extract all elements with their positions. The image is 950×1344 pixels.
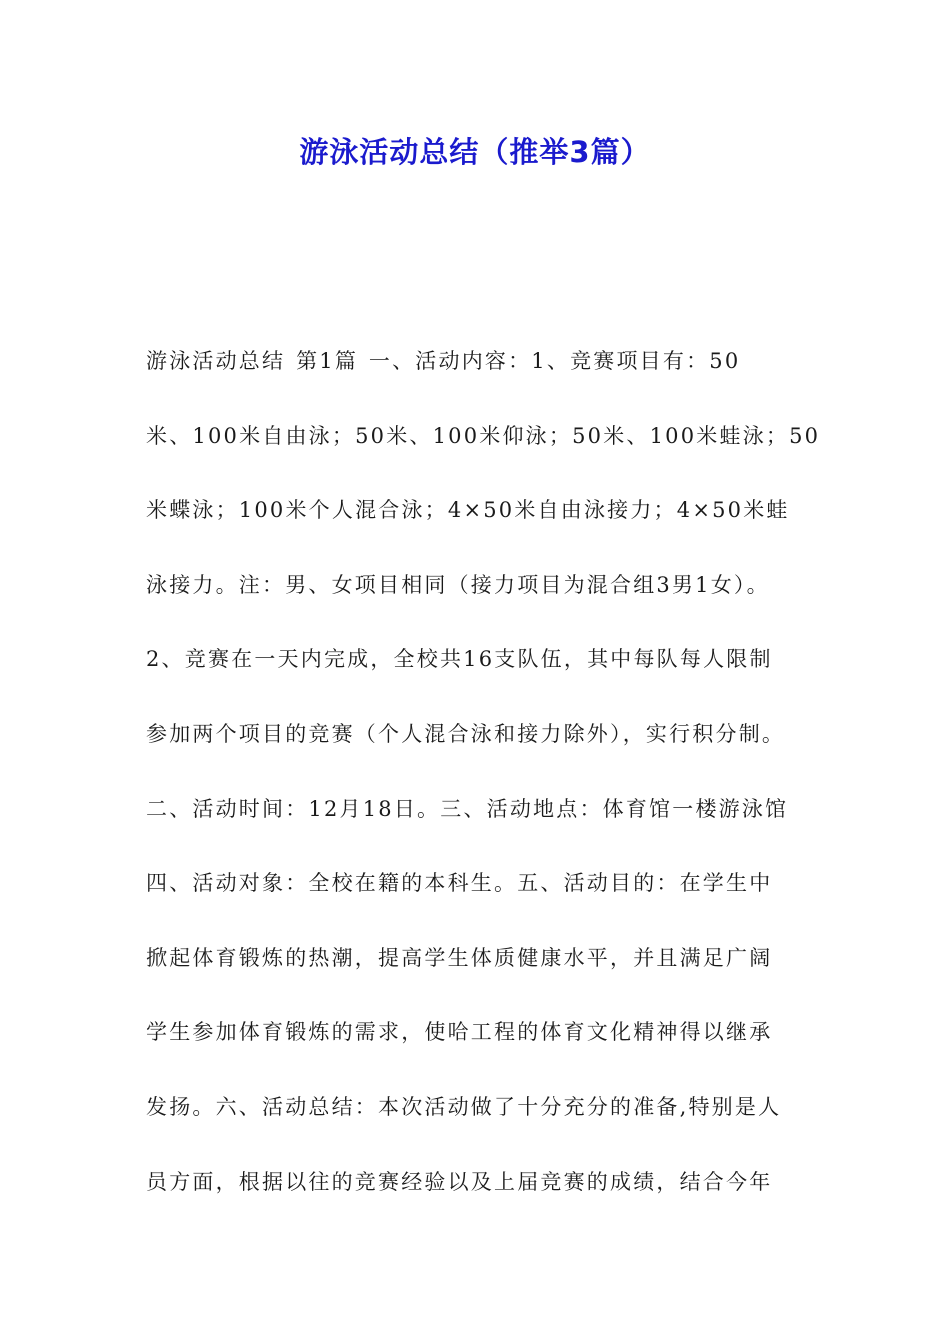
body-line: 员方面，根据以往的竞赛经验以及上届竞赛的成绩，结合今年 bbox=[146, 1169, 773, 1194]
body-line: 2、竞赛在一天内完成，全校共16支队伍，其中每队每人限制 bbox=[146, 647, 773, 672]
document-title: 游泳活动总结（推举3篇） bbox=[299, 135, 651, 169]
body-line: 学生参加体育锻炼的需求，使哈工程的体育文化精神得以继承 bbox=[146, 1020, 773, 1045]
body-line: 发扬。六、活动总结：本次活动做了十分充分的准备,特别是人 bbox=[146, 1094, 782, 1119]
body-line: 米、100米自由泳；50米、100米仰泳；50米、100米蛙泳；50 bbox=[146, 423, 821, 448]
document-body bbox=[146, 334, 836, 1229]
body-line: 二、活动时间：12月18日。三、活动地点：体育馆一楼游泳馆 bbox=[146, 796, 789, 821]
body-line: 参加两个项目的竞赛（个人混合泳和接力除外），实行积分制。 bbox=[146, 721, 786, 746]
body-line: 四、活动对象：全校在籍的本科生。五、活动目的：在学生中 bbox=[146, 871, 773, 896]
body-line: 米蝶泳；100米个人混合泳；4×50米自由泳接力；4×50米蛙 bbox=[146, 498, 790, 523]
body-line: 掀起体育锻炼的热潮，提高学生体质健康水平，并且满足广阔 bbox=[146, 945, 773, 970]
body-line: 游泳活动总结 第1篇 一、活动内容：1、竞赛项目有：50 bbox=[146, 349, 741, 373]
body-line: 泳接力。注：男、女项目相同（接力项目为混合组3男1女）。 bbox=[146, 572, 770, 597]
